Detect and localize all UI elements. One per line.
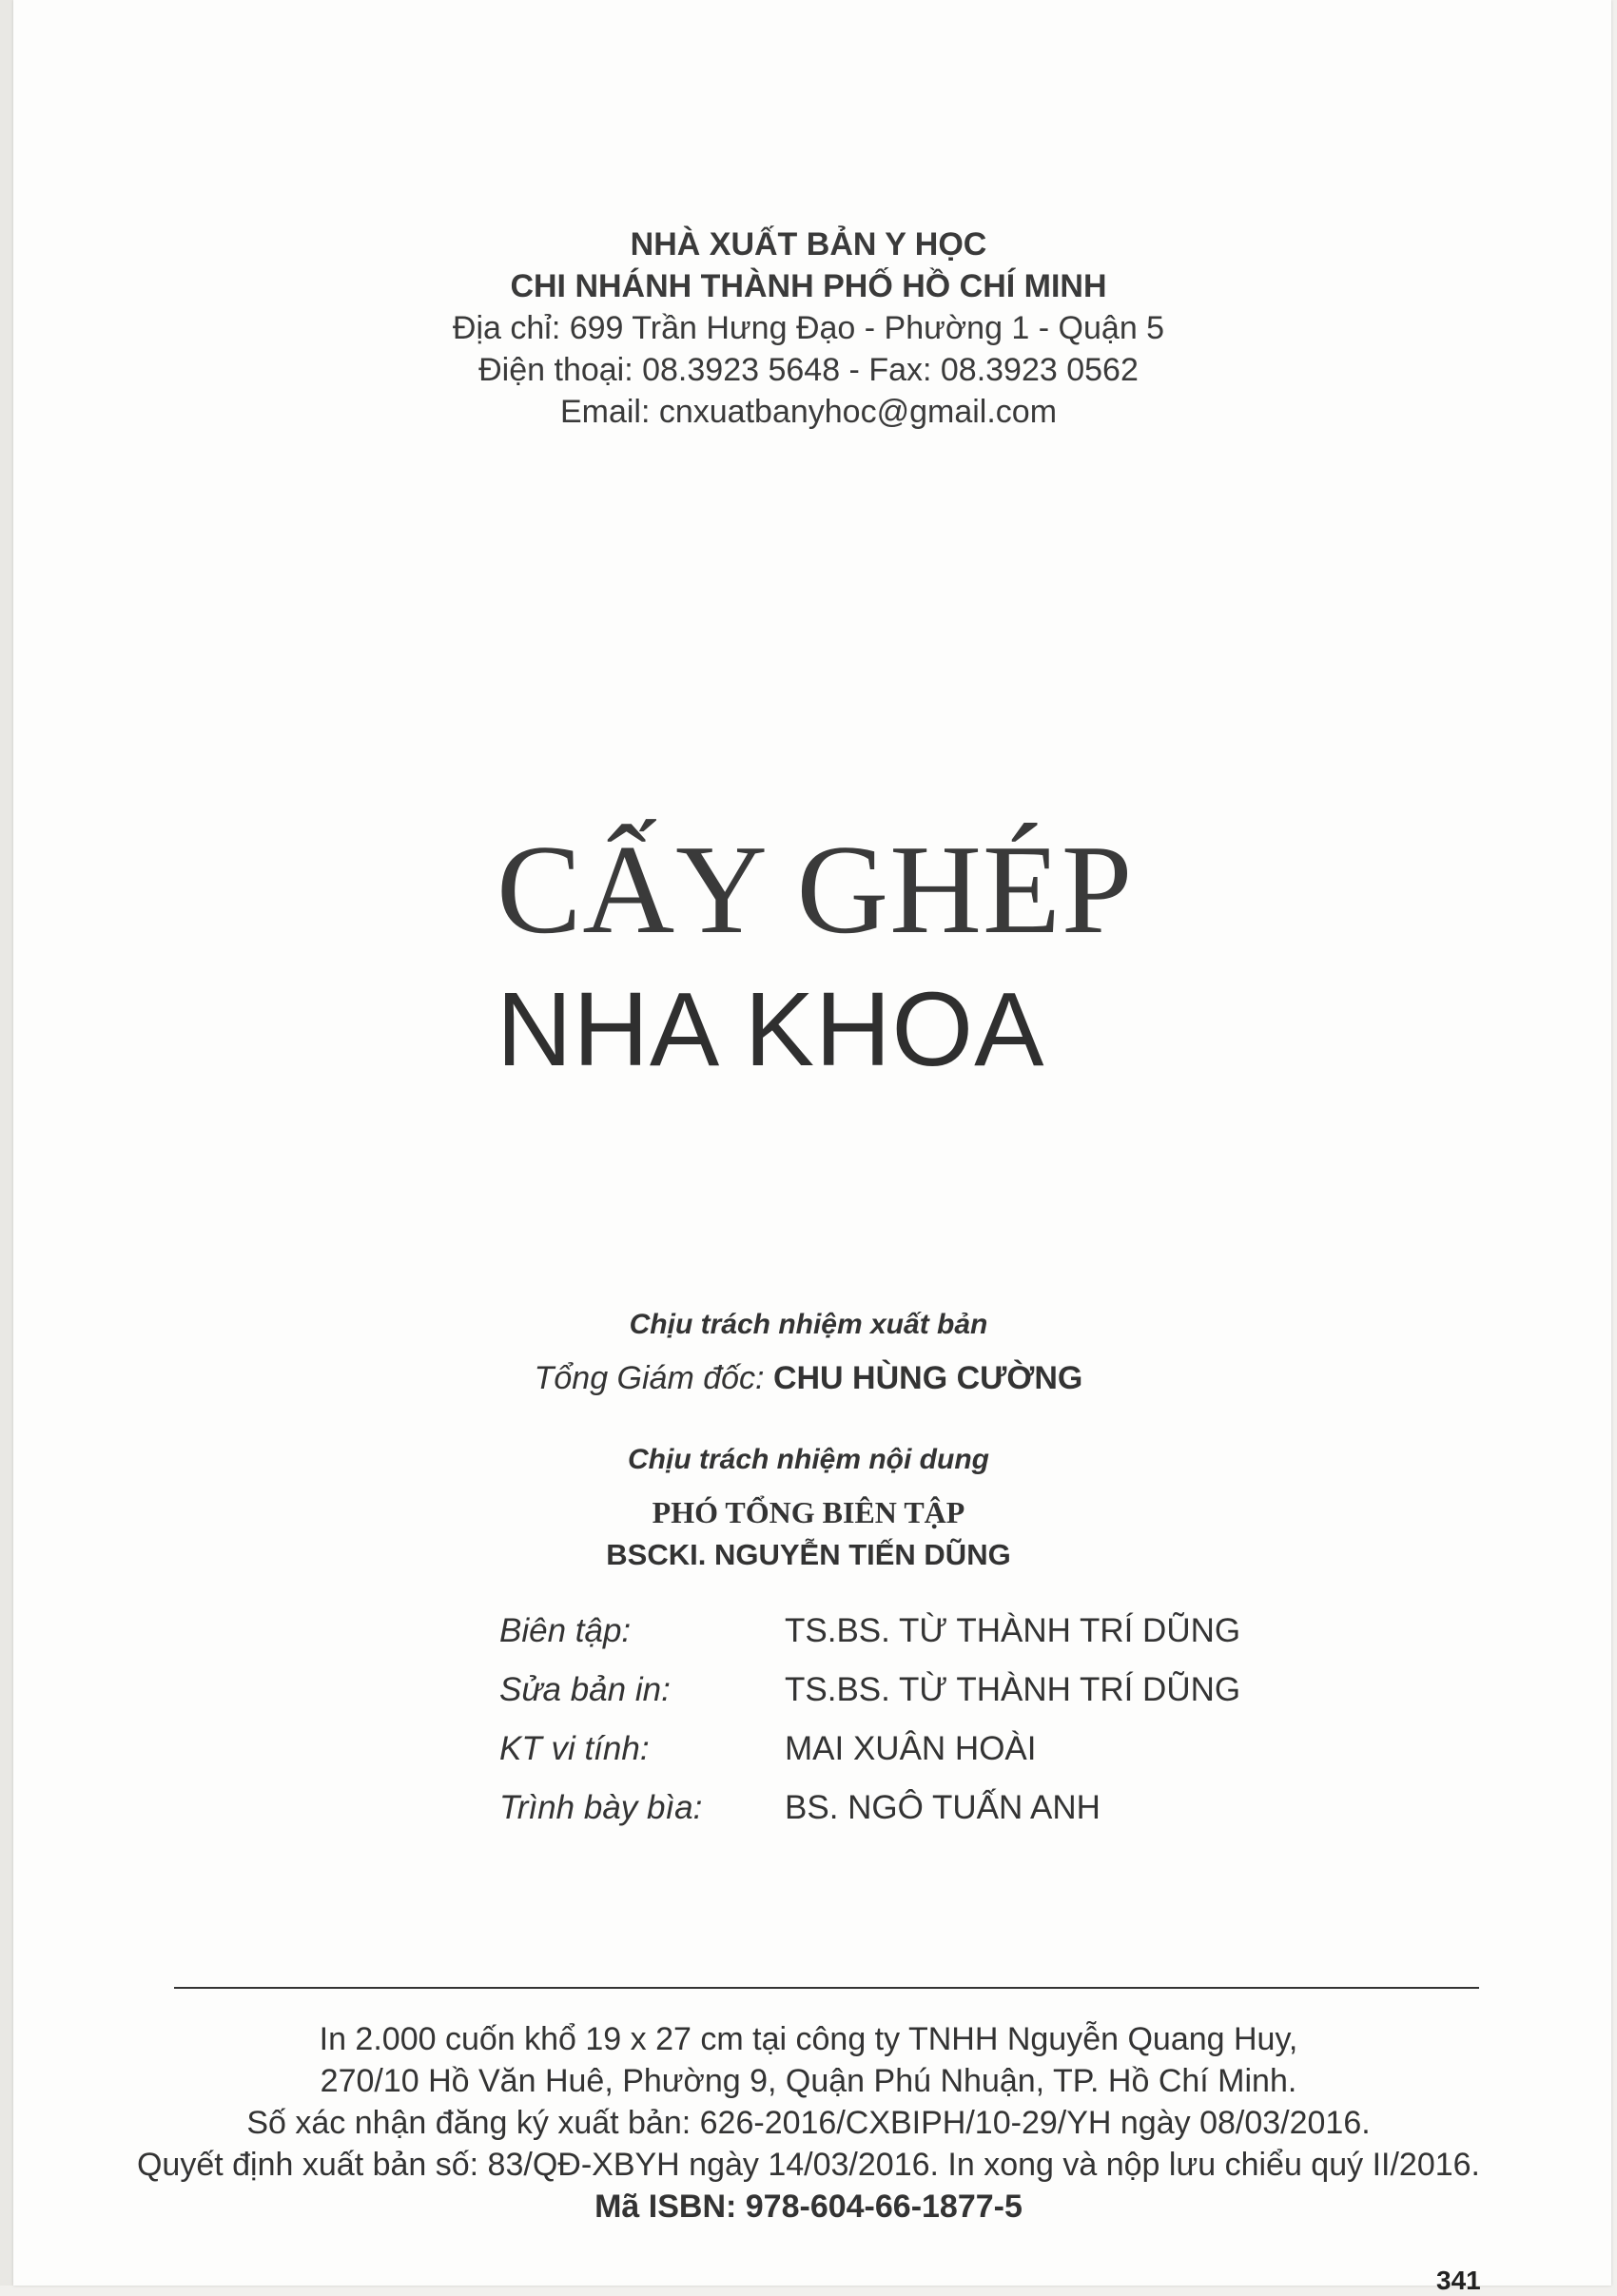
publisher-email: Email: cnxuatbanyhoc@gmail.com xyxy=(559,394,1058,430)
book-title-line2: NHA KHOA xyxy=(497,971,1045,1088)
credit-label: Biên tập: xyxy=(499,1612,632,1649)
page-number: 341 xyxy=(1436,2266,1481,2295)
printing-info xyxy=(0,2018,1617,2228)
credit-label: KT vi tính: xyxy=(499,1730,650,1767)
divider-line xyxy=(174,1987,1479,1989)
publisher-name: NHÀ XUẤT BẢN Y HỌC xyxy=(630,226,987,263)
isbn: Mã ISBN: 978-604-66-1877-5 xyxy=(594,2189,1023,2225)
printing-line-4: Quyết định xuất bản số: 83/QĐ-XBYH ngày 14/03/2016. In xong và nộp lưu chiểu quý II/2016. xyxy=(136,2147,1480,2183)
publishing-responsibility-heading: Chịu trách nhiệm xuất bản xyxy=(629,1309,988,1340)
director-role: Tổng Giám đốc: xyxy=(534,1360,765,1396)
credit-value: BS. NGÔ TUẤN ANH xyxy=(785,1789,1101,1826)
deputy-title: PHÓ TỔNG BIÊN TẬP xyxy=(652,1495,965,1529)
printing-line-3: Số xác nhận đăng ký xuất bản: 626-2016/CXBIPH/10-29/YH ngày 08/03/2016. xyxy=(246,2105,1371,2141)
credit-value: TS.BS. TỪ THÀNH TRÍ DŨNG xyxy=(785,1612,1241,1649)
director-line xyxy=(0,1360,1617,1397)
publisher-address: Địa chỉ: 699 Trần Hưng Đạo - Phường 1 - Quận 5 xyxy=(452,310,1165,346)
director-name: CHU HÙNG CƯỜNG xyxy=(772,1360,1083,1396)
deputy-name: BSCKI. NGUYỄN TIẾN DŨNG xyxy=(606,1538,1011,1571)
printing-line-1: In 2.000 cuốn khổ 19 x 27 cm tại công ty TNHH Nguyễn Quang Huy, xyxy=(319,2021,1298,2057)
book-title-line1: CẤY GHÉP xyxy=(497,819,1134,960)
credit-label: Trình bày bìa: xyxy=(499,1789,703,1826)
content-responsibility-heading: Chịu trách nhiệm nội dung xyxy=(628,1444,989,1475)
publisher-branch: CHI NHÁNH THÀNH PHỐ HỒ CHÍ MINH xyxy=(510,268,1107,304)
publisher-phone: Điện thoại: 08.3923 5648 - Fax: 08.3923 0562 xyxy=(478,352,1139,388)
credit-value: TS.BS. TỪ THÀNH TRÍ DŨNG xyxy=(785,1671,1241,1708)
printing-line-2: 270/10 Hồ Văn Huê, Phường 9, Quận Phú Nhuận, TP. Hồ Chí Minh. xyxy=(320,2063,1297,2099)
publisher-block xyxy=(0,224,1617,433)
credit-label: Sửa bản in: xyxy=(499,1671,671,1708)
credit-value: MAI XUÂN HOÀI xyxy=(785,1730,1037,1767)
